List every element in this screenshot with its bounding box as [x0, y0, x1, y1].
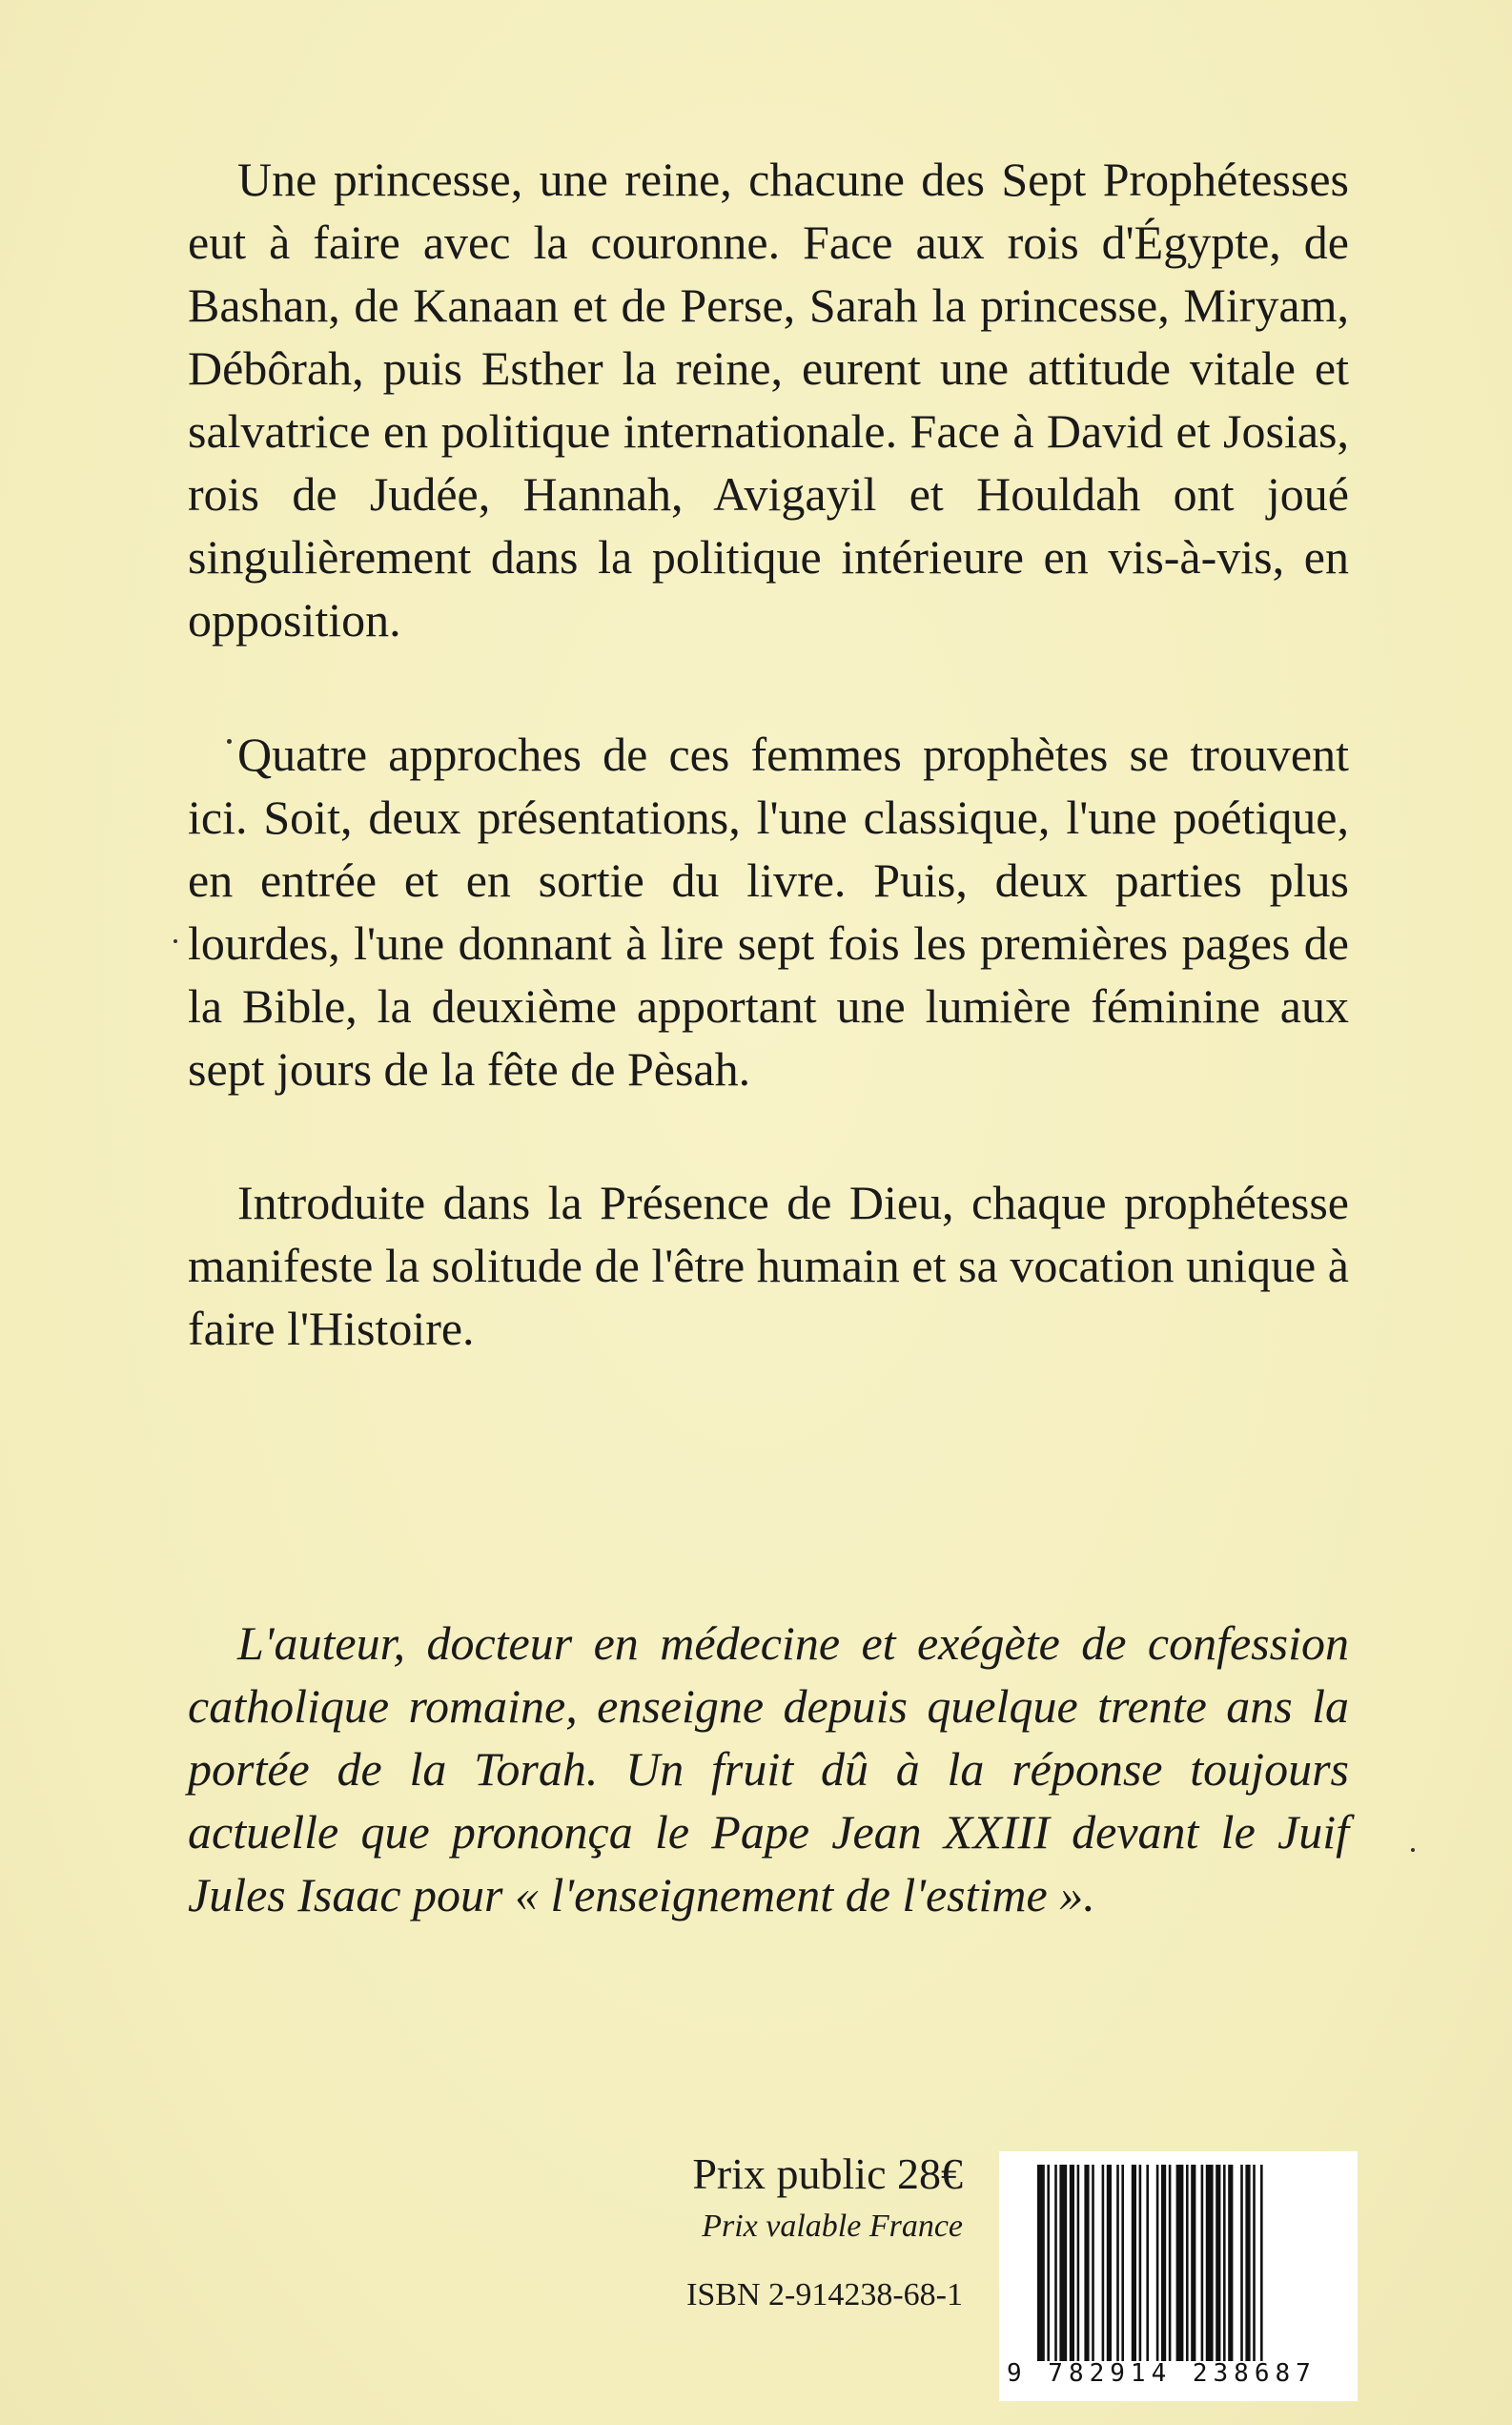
- barcode-bar: [1092, 2165, 1094, 2361]
- barcode-bar: [1121, 2165, 1124, 2361]
- barcode-bar: [1186, 2165, 1189, 2361]
- barcode-bar: [1146, 2165, 1149, 2361]
- barcode-bar: [1084, 2165, 1089, 2361]
- speck-mark: [1411, 1848, 1415, 1852]
- barcode-bar: [1191, 2165, 1195, 2361]
- author-note: [188, 1612, 1349, 1926]
- barcode-digits: 9 782914 238687: [1007, 2359, 1317, 2388]
- barcode-bar: [1047, 2165, 1050, 2361]
- barcode-bar: [1169, 2165, 1172, 2361]
- barcode-bar: [1201, 2165, 1204, 2361]
- barcode-bar: [1116, 2165, 1119, 2361]
- barcode-bar: [1070, 2165, 1074, 2361]
- barcode-bar: [1059, 2165, 1067, 2361]
- barcode-bar: [1245, 2165, 1250, 2361]
- barcode-bar: [1132, 2165, 1136, 2361]
- barcode-bar: [1253, 2165, 1256, 2361]
- blurb-paragraph-2-text: Quatre approches de ces femmes prophètes se trouvent ici. Soit, deux présentations, l'une classique, l'une poétique, en entrée et en sortie du livre. Puis, deux parties plus lourdes, l'une donnant à lire sept fois les premières pages de la Bible, la deuxième apportant une lumière féminine aux sept jours de la fête de Pèsah.: [188, 728, 1349, 1096]
- speck-mark: [174, 939, 177, 943]
- barcode-bar: [1206, 2165, 1214, 2361]
- barcode-bar: [1139, 2165, 1142, 2361]
- blurb-paragraph-1: [188, 148, 1349, 651]
- isbn-number: ISBN 2-914238-68-1: [686, 2277, 963, 2312]
- blurb-paragraph-3-text: Introduite dans la Présence de Dieu, chaque prophétesse manifeste la solitude de l'être humain et sa vocation unique à faire l'Histoire.: [188, 1176, 1349, 1355]
- price-note: Prix valable France: [702, 2209, 963, 2244]
- price-block: [658, 2146, 963, 2319]
- barcode-bar: [1260, 2165, 1263, 2361]
- barcode-bar: [1102, 2165, 1105, 2361]
- barcode-bar: [1156, 2165, 1159, 2361]
- author-note-text: L'auteur, docteur en médecine et exégète de confession catholique romaine, enseigne depuis quelque trente ans la portée de la Torah. Un fruit dû à la réponse toujours actuelle que prononça le Pape Jean XXIII devant le Juif Jules Isaac pour « l'enseignement de l'estime ».: [188, 1616, 1349, 1922]
- barcode: [999, 2151, 1358, 2401]
- barcode-bar: [1223, 2165, 1226, 2361]
- blurb-paragraph-1-text: Une princesse, une reine, chacune des Sept Prophétesses eut à faire avec la couronne. Face aux rois d'Égypte, de Bashan, de Kanaan et de Perse, Sarah la princesse, Miryam, Débôrah, puis Esther la reine, eurent une attitude vitale et salvatrice en politique internationale. Face à David et Josias, rois de Judée, Hannah, Avigayil et Houldah ont joué singulièrement dans la politique intérieure en vis-à-vis, en opposition.: [188, 153, 1349, 647]
- barcode-bar: [1161, 2165, 1166, 2361]
- barcode-bar: [1240, 2165, 1243, 2361]
- blurb-paragraph-3: [188, 1171, 1349, 1360]
- blurb-paragraph-2: [188, 723, 1349, 1100]
- barcode-bar: [1216, 2165, 1220, 2361]
- speck-mark: [227, 739, 232, 744]
- barcode-bars: [1037, 2165, 1342, 2361]
- barcode-bar: [1037, 2165, 1045, 2361]
- price-label: Prix public 28€: [692, 2149, 963, 2198]
- barcode-bar: [1054, 2165, 1057, 2361]
- barcode-bar: [1228, 2165, 1233, 2361]
- barcode-bar: [1107, 2165, 1112, 2361]
- barcode-bar: [1176, 2165, 1184, 2361]
- barcode-bar: [1077, 2165, 1080, 2361]
